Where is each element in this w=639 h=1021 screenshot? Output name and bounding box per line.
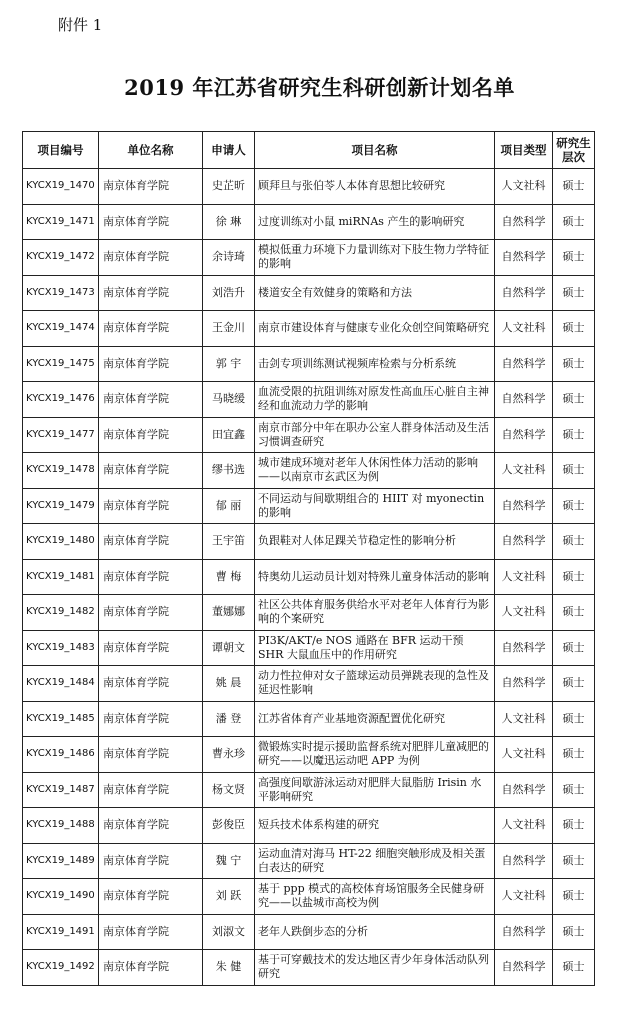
project-id-cell: KYCX19_1478 (23, 453, 99, 489)
header-project-name: 项目名称 (255, 132, 495, 169)
project-id-cell: KYCX19_1474 (23, 311, 99, 347)
student-level-cell: 硕士 (553, 914, 595, 950)
project-type-cell: 自然科学 (495, 417, 553, 453)
project-id-cell: KYCX19_1470 (23, 169, 99, 205)
student-level-cell: 硕士 (553, 382, 595, 418)
project-type-cell: 自然科学 (495, 346, 553, 382)
project-type-cell: 人文社科 (495, 311, 553, 347)
student-level-cell: 硕士 (553, 808, 595, 844)
table-row (23, 417, 595, 453)
applicant-cell: 潘 登 (203, 701, 255, 737)
header-project-id: 项目编号 (23, 132, 99, 169)
table-row (23, 843, 595, 879)
applicant-cell: 刘淑文 (203, 914, 255, 950)
project-id-cell: KYCX19_1486 (23, 737, 99, 773)
project-type-cell: 人文社科 (495, 559, 553, 595)
project-name-cell: 血流受限的抗阻训练对原发性高血压心脏自主神经和血流动力学的影响 (255, 382, 495, 418)
applicant-cell: 姚 晨 (203, 666, 255, 702)
project-id-cell: KYCX19_1472 (23, 240, 99, 276)
unit-name-cell: 南京体育学院 (99, 666, 203, 702)
project-name-cell: 社区公共体育服务供给水平对老年人体育行为影响的个案研究 (255, 595, 495, 631)
unit-name-cell: 南京体育学院 (99, 169, 203, 205)
project-type-cell: 自然科学 (495, 914, 553, 950)
applicant-cell: 徐 琳 (203, 204, 255, 240)
project-name-cell: 南京市部分中年在职办公室人群身体活动及生活习惯调查研究 (255, 417, 495, 453)
project-name-cell: 老年人跌倒步态的分析 (255, 914, 495, 950)
applicant-cell: 田宜鑫 (203, 417, 255, 453)
unit-name-cell: 南京体育学院 (99, 595, 203, 631)
applicant-cell: 王金川 (203, 311, 255, 347)
student-level-cell: 硕士 (553, 311, 595, 347)
project-type-cell: 自然科学 (495, 666, 553, 702)
project-name-cell: 短兵技术体系构建的研究 (255, 808, 495, 844)
header-applicant: 申请人 (203, 132, 255, 169)
project-name-cell: 特奥幼儿运动员计划对特殊儿童身体活动的影响 (255, 559, 495, 595)
project-name-cell: 模拟低重力环境下力量训练对下肢生物力学特征的影响 (255, 240, 495, 276)
applicant-cell: 马晓缓 (203, 382, 255, 418)
project-name-cell: 击剑专项训练测试视频库检索与分析系统 (255, 346, 495, 382)
project-name-cell: 过度训练对小鼠 miRNAs 产生的影响研究 (255, 204, 495, 240)
project-type-cell: 自然科学 (495, 382, 553, 418)
applicant-cell: 缪书选 (203, 453, 255, 489)
table-row (23, 630, 595, 666)
project-type-cell: 自然科学 (495, 275, 553, 311)
applicant-cell: 朱 健 (203, 950, 255, 986)
table-row (23, 382, 595, 418)
unit-name-cell: 南京体育学院 (99, 453, 203, 489)
table-row (23, 524, 595, 560)
unit-name-cell: 南京体育学院 (99, 311, 203, 347)
attachment-label: 附件 1 (58, 16, 103, 34)
table-row (23, 311, 595, 347)
project-id-cell: KYCX19_1481 (23, 559, 99, 595)
applicant-cell: 史芷昕 (203, 169, 255, 205)
project-id-cell: KYCX19_1492 (23, 950, 99, 986)
unit-name-cell: 南京体育学院 (99, 488, 203, 524)
project-id-cell: KYCX19_1490 (23, 879, 99, 915)
unit-name-cell: 南京体育学院 (99, 772, 203, 808)
applicant-cell: 董娜娜 (203, 595, 255, 631)
project-id-cell: KYCX19_1473 (23, 275, 99, 311)
student-level-cell: 硕士 (553, 737, 595, 773)
table-row (23, 453, 595, 489)
student-level-cell: 硕士 (553, 772, 595, 808)
table-row (23, 488, 595, 524)
applicant-cell: 杨文贤 (203, 772, 255, 808)
unit-name-cell: 南京体育学院 (99, 382, 203, 418)
unit-name-cell: 南京体育学院 (99, 240, 203, 276)
student-level-cell: 硕士 (553, 453, 595, 489)
table-row (23, 950, 595, 986)
unit-name-cell: 南京体育学院 (99, 879, 203, 915)
student-level-cell: 硕士 (553, 240, 595, 276)
project-name-cell: 不同运动与间歇期组合的 HIIT 对 myonectin 的影响 (255, 488, 495, 524)
applicant-cell: 刘浩升 (203, 275, 255, 311)
project-type-cell: 人文社科 (495, 595, 553, 631)
project-name-cell: 南京市建设体育与健康专业化众创空间策略研究 (255, 311, 495, 347)
project-name-cell: PI3K/AKT/e NOS 通路在 BFR 运动干预 SHR 大鼠血压中的作用研究 (255, 630, 495, 666)
applicant-cell: 曹永珍 (203, 737, 255, 773)
project-name-cell: 江苏省体育产业基地资源配置优化研究 (255, 701, 495, 737)
applicant-cell: 曹 梅 (203, 559, 255, 595)
table-row (23, 204, 595, 240)
project-type-cell: 自然科学 (495, 772, 553, 808)
unit-name-cell: 南京体育学院 (99, 346, 203, 382)
project-type-cell: 人文社科 (495, 879, 553, 915)
project-id-cell: KYCX19_1483 (23, 630, 99, 666)
table-row (23, 772, 595, 808)
applicant-cell: 王宇笛 (203, 524, 255, 560)
applicant-cell: 魏 宁 (203, 843, 255, 879)
project-name-cell: 负跟鞋对人体足踝关节稳定性的影响分析 (255, 524, 495, 560)
project-name-cell: 顾拜旦与张伯苓人本体育思想比较研究 (255, 169, 495, 205)
table-header-row (23, 132, 595, 169)
project-id-cell: KYCX19_1491 (23, 914, 99, 950)
unit-name-cell: 南京体育学院 (99, 843, 203, 879)
student-level-cell: 硕士 (553, 630, 595, 666)
unit-name-cell: 南京体育学院 (99, 914, 203, 950)
project-type-cell: 人文社科 (495, 808, 553, 844)
student-level-cell: 硕士 (553, 488, 595, 524)
table-row (23, 559, 595, 595)
project-id-cell: KYCX19_1480 (23, 524, 99, 560)
table-row (23, 169, 595, 205)
student-level-cell: 硕士 (553, 701, 595, 737)
project-id-cell: KYCX19_1488 (23, 808, 99, 844)
project-id-cell: KYCX19_1479 (23, 488, 99, 524)
student-level-cell: 硕士 (553, 417, 595, 453)
student-level-cell: 硕士 (553, 879, 595, 915)
project-name-cell: 动力性拉伸对女子篮球运动员弹跳表现的急性及延迟性影响 (255, 666, 495, 702)
project-id-cell: KYCX19_1485 (23, 701, 99, 737)
project-type-cell: 人文社科 (495, 169, 553, 205)
project-type-cell: 人文社科 (495, 737, 553, 773)
project-name-cell: 高强度间歇游泳运动对肥胖大鼠脂肪 Irisin 水平影响研究 (255, 772, 495, 808)
student-level-cell: 硕士 (553, 169, 595, 205)
header-student-level: 研究生层次 (553, 132, 595, 169)
student-level-cell: 硕士 (553, 843, 595, 879)
unit-name-cell: 南京体育学院 (99, 204, 203, 240)
project-type-cell: 自然科学 (495, 630, 553, 666)
unit-name-cell: 南京体育学院 (99, 737, 203, 773)
header-unit-name: 单位名称 (99, 132, 203, 169)
project-type-cell: 自然科学 (495, 843, 553, 879)
unit-name-cell: 南京体育学院 (99, 275, 203, 311)
table-row (23, 240, 595, 276)
unit-name-cell: 南京体育学院 (99, 808, 203, 844)
project-id-cell: KYCX19_1477 (23, 417, 99, 453)
project-id-cell: KYCX19_1487 (23, 772, 99, 808)
table-row (23, 808, 595, 844)
project-name-cell: 运动血清对海马 HT-22 细胞突触形成及相关蛋白表达的研究 (255, 843, 495, 879)
project-type-cell: 人文社科 (495, 701, 553, 737)
student-level-cell: 硕士 (553, 559, 595, 595)
header-project-type: 项目类型 (495, 132, 553, 169)
project-name-cell: 城市建成环境对老年人休闲性体力活动的影响——以南京市玄武区为例 (255, 453, 495, 489)
project-id-cell: KYCX19_1489 (23, 843, 99, 879)
student-level-cell: 硕士 (553, 666, 595, 702)
applicant-cell: 刘 跃 (203, 879, 255, 915)
project-type-cell: 自然科学 (495, 240, 553, 276)
table-row (23, 275, 595, 311)
project-table (22, 131, 595, 986)
project-type-cell: 自然科学 (495, 488, 553, 524)
student-level-cell: 硕士 (553, 950, 595, 986)
project-name-cell: 基于 ppp 模式的高校体育场馆服务全民健身研究——以盐城市高校为例 (255, 879, 495, 915)
applicant-cell: 郭 宇 (203, 346, 255, 382)
student-level-cell: 硕士 (553, 275, 595, 311)
project-type-cell: 自然科学 (495, 950, 553, 986)
applicant-cell: 余诗琦 (203, 240, 255, 276)
student-level-cell: 硕士 (553, 524, 595, 560)
unit-name-cell: 南京体育学院 (99, 630, 203, 666)
unit-name-cell: 南京体育学院 (99, 950, 203, 986)
table-row (23, 595, 595, 631)
project-id-cell: KYCX19_1482 (23, 595, 99, 631)
project-id-cell: KYCX19_1471 (23, 204, 99, 240)
student-level-cell: 硕士 (553, 346, 595, 382)
table-row (23, 879, 595, 915)
project-type-cell: 自然科学 (495, 524, 553, 560)
applicant-cell: 彭俊臣 (203, 808, 255, 844)
student-level-cell: 硕士 (553, 595, 595, 631)
project-id-cell: KYCX19_1476 (23, 382, 99, 418)
unit-name-cell: 南京体育学院 (99, 417, 203, 453)
page-title: 2019 年江苏省研究生科研创新计划名单 (124, 75, 515, 100)
project-name-cell: 基于可穿戴技术的发达地区青少年身体活动队列研究 (255, 950, 495, 986)
project-name-cell: 微锻炼实时提示援助监督系统对肥胖儿童减肥的研究——以魔迅运动吧 APP 为例 (255, 737, 495, 773)
table-row (23, 666, 595, 702)
unit-name-cell: 南京体育学院 (99, 701, 203, 737)
table-row (23, 914, 595, 950)
project-id-cell: KYCX19_1475 (23, 346, 99, 382)
applicant-cell: 郁 丽 (203, 488, 255, 524)
project-name-cell: 楼道安全有效健身的策略和方法 (255, 275, 495, 311)
unit-name-cell: 南京体育学院 (99, 559, 203, 595)
applicant-cell: 谭朝文 (203, 630, 255, 666)
table-row (23, 701, 595, 737)
table-row (23, 346, 595, 382)
project-id-cell: KYCX19_1484 (23, 666, 99, 702)
table-row (23, 737, 595, 773)
unit-name-cell: 南京体育学院 (99, 524, 203, 560)
project-type-cell: 人文社科 (495, 453, 553, 489)
student-level-cell: 硕士 (553, 204, 595, 240)
project-type-cell: 自然科学 (495, 204, 553, 240)
